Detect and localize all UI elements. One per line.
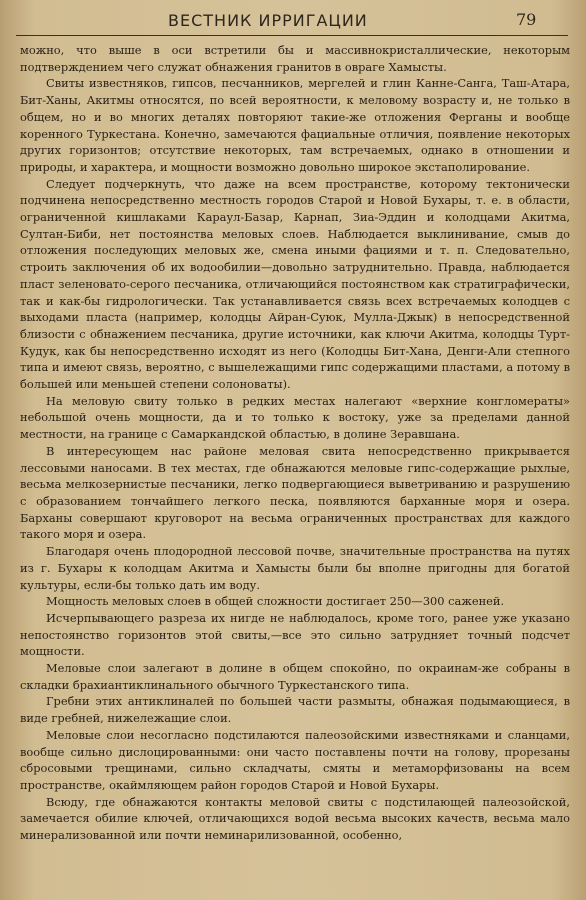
paragraph: Свиты известняков, гипсов, песчанников, мергелей и глин Канне-Санга, Таш-Атара, Бит-Ханы, Акитмы относятся, по всей вероятности, к меловому возрасту и, не только в общем, но и во многих деталях повторяют такие-же отложения Ферганы и вообще коренного Туркестана. Конечно, замечаются фациальные отличия, появление некоторых других горизонтов; отсутствие некоторых, там встречаемых, однако в отношении и природы, и характера, и мощности возможно довольно широкое экстаполирование. <box>20 76 570 174</box>
running-header <box>0 0 586 38</box>
paragraph: можно, что выше в оси встретили бы и массивнокристаллические, некоторым подтверждением чего служат обнажения гранитов в овраге Хамысты. <box>20 43 570 74</box>
paragraph: Мощность меловых слоев в общей сложности достигает 250—300 саженей. <box>46 594 505 609</box>
paragraph: Благодаря очень плодородной лессовой почве, значительные пространства на путях из г. Бухары к колодцам Акитма и Хамысты были бы вполне пригодны для богатой культуры, если-бы только дать им воду. <box>20 544 570 592</box>
paragraph: Гребни этих антиклиналей по большей части размыты, обнажая подымающиеся, в виде гребней, нижележащие слои. <box>20 694 570 726</box>
paragraph: Меловые слои несогласно подстилаются палеозойскими известняками и сланцами, вообще сильно дислоцированными: они часто поставлены почти на голову, прорезаны сбросовыми трещинами, сильно складчаты, смяты и метаморфизованы на всем пространстве, окаймляющем район городов Старой и Новой Бухары. <box>20 727 570 792</box>
paragraph: Всюду, где обнажаются контакты меловой свиты с подстилающей палеозойской, замечается обилие ключей, отличающихся водой весьма высоких качеств, весьма мало минерализованной или почти неминарилизованной, особенно, <box>20 794 570 843</box>
paragraph: В интересующем нас районе меловая свита непосредственно прикрывается лессовыми наносами. В тех местах, где обнажаются меловые гипс-содержащие рыхлые, весьма мелкозернистые песчаники, легко подвергающиеся выветриванию и разрушению с образованием тончайшего легкого песка, появляются барханные моря и озера. Барханы совершают круговорот на весьма ограниченных пространствах для каждого такого моря и озера. <box>20 443 570 542</box>
paragraph: Следует подчеркнуть, что даже на всем пространстве, которому тектонически подчинена непосредственно местность городов Старой и Новой Бухары, т. е. в области, ограниченной кишлаками Караул-Базар, Карнап, Зиа-Эддин и колодцами Акитма, Султан-Биби, нет постоянства меловых слоев. Наблюдается выклинивание, смыв до отложения последующих меловых же, смена иными фациями и т. п. Следовательно, строить заключения об их водообилии—довольно затруднительно. Правда, наблюдается пласт зеленовато-серого песчаника, отличающийся постоянством как стратиграфически, так и как-бы гидрологически. Так устанавливается связь всех встречаемых колодцев с выходами пласта (например, колодцы Айран-Суюк, Мулла-Джык) в непосредственной близости с обнажением песчаника, другие источники, как ключи Акитма, колодцы Турт-Кудук, как бы непосредственно исходят из него (Колодцы Бит-Хана, Денги-Али степного типа и имеют связь, вероятно, с вышележащими гипс содержащими пластами, а потому в большей или меньшей степени солоноваты). <box>20 176 570 392</box>
paragraph: Исчерпывающего разреза их нигде не наблюдалось, кроме того, ранее уже указано непостоянство горизонтов этой свиты,—все это сильно затрудняет точный подсчет мощности. <box>20 610 570 659</box>
journal-title: ВЕСТНИК ИРРИГАЦИИ <box>168 11 368 30</box>
page-number: 79 <box>516 10 537 29</box>
header-rule <box>16 35 568 36</box>
paragraph: На меловую свиту только в редких местах налегают «верхние конгломераты» небольшой очень мощности, да и то только к востоку, уже за пределами данной местности, на границе с Самаркандской областью, в долине Зеравшана. <box>20 393 570 442</box>
body-text <box>20 42 570 844</box>
paragraph: Меловые слои залегают в долине в общем спокойно, по окраинам-же собраны в складки брахиантиклинального обычного Туркестанского типа. <box>20 661 570 692</box>
